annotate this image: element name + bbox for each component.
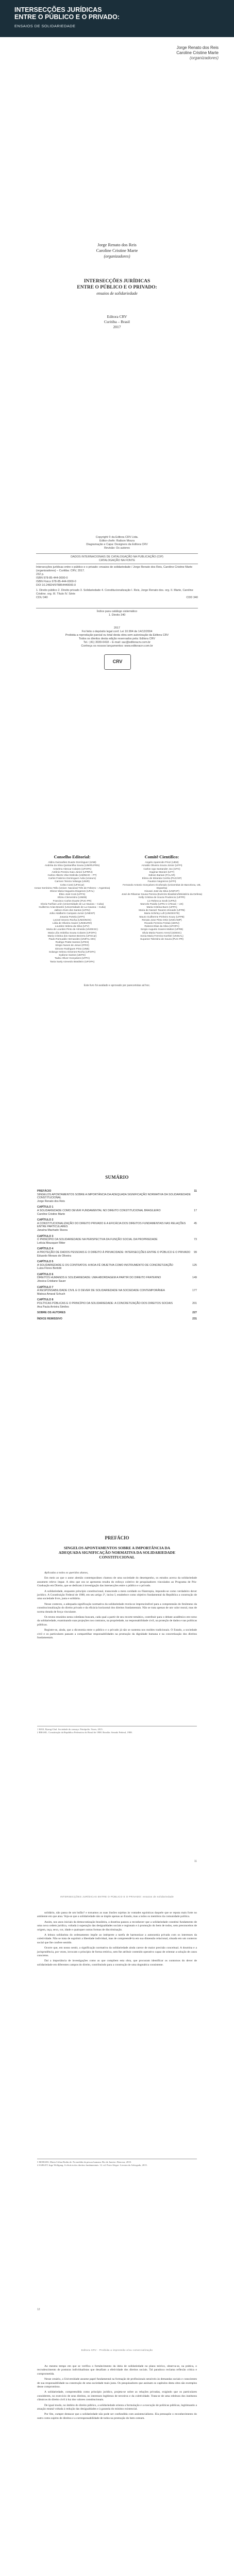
body-page	[0, 2324, 234, 2576]
paragraph: Assim, nos anos iniciais da democratização brasileira, a doutrina passou a reconhecer que a solidariedade constitui fundamento de uma nova ordem jurídica, voltada à superação das desigualdades sociais e regionais e à promoção do bem de todos, sem preconceitos de origem, raça, sexo, cor, idade e quaisquer outras formas de discriminação.	[37, 1920, 197, 1931]
preface-page	[0, 1499, 234, 1870]
half-title-line2: ENTRE O PÚBLICO E O PRIVADO:	[77, 285, 157, 290]
toc-entry-label: Mateus Amaral Schuch	[37, 1292, 65, 1296]
cover-authors	[176, 45, 219, 61]
half-organizers: (organizadores)	[104, 254, 130, 259]
toc-entry	[37, 1251, 197, 1255]
committee-member: José de Ribamar Sousa Pereira (Exército Brasileiro/Ministério da Defesa)	[121, 893, 203, 896]
cdu: CDU 340	[36, 596, 48, 599]
cip-pages: 232 p.	[36, 573, 44, 576]
board-member: Solange Helena Ximenes-Rocha (UFOPA)	[48, 951, 96, 954]
board-member: Celso Conti (UFSCar)	[60, 884, 85, 887]
publisher-logo-text: CRV	[112, 659, 123, 664]
board-member: Sérgio Nunes de Jesus (IFRO)	[55, 944, 89, 947]
toc-entry	[37, 1213, 197, 1216]
review-line: Revisão: Os autores	[104, 547, 130, 550]
half-authors	[0, 242, 234, 259]
toc-entry-page: 11	[194, 1190, 197, 1193]
toc-entry-label: A RESPONSABILIDADE CIVIL E O DEVER DE SOLIDARIEDADE NA SOCIEDADE CONTEMPORÂNEA	[37, 1289, 165, 1293]
legal-deposit: Foi feito o depósito legal conf. Lei 10.994 de 14/12/2004	[81, 630, 153, 633]
paragraph: A solidariedade, enquanto princípio constitucional, transcende a mera caridade ou filantropia, impondo-se como verdadeiro dever jurídico. A Constituição Federal de 1988, em seu artigo 3º, inciso I, estabelece como objetivo fundamental da República a construção de uma sociedade livre, justa e solidária.	[37, 1589, 197, 1601]
committee-member: Edison Bariani (FCLAR)	[148, 874, 175, 877]
toc-entry-label: Ana Paula Arrieira Simões	[37, 1305, 69, 1309]
toc-entry-label: CAPÍTULO 4	[37, 1247, 54, 1251]
toc-entry-label: A SOLIDARIEDADE E OS CONTRATOS: A BOA-FÉ OBJETIVA COMO INSTRUMENTO DE CONCRETIZAÇÃO	[37, 1263, 173, 1267]
preface-footnotes	[37, 1726, 197, 1734]
preface-paragraphs	[37, 1577, 197, 1640]
toc-entry	[37, 1218, 197, 1222]
footnote: 4 SARLET, Ingo Wolfgang. A eficácia dos direitos fundamentais. 12. ed. Porto Alegre: Livraria do Advogado, 2015.	[37, 2163, 147, 2166]
board-member: Carlos Alberto Vilar Estêvão (UMINHO – PT)	[47, 874, 97, 877]
paragraph: Os textos reunidos nesta coletânea buscam, cada qual a partir de seu recorte temático, contribuir para o debate acadêmico em torno da solidariedade, examinando suas projeções nos contratos, na propriedade, na responsabilidade civil, na proteção de dados e nas políticas públicas.	[37, 1616, 197, 1626]
board-member: Anselmo Alencar Colares (UFOPA)	[53, 868, 92, 871]
committee-member: Mauro Guilherme Pinheiro Koury (UFPB)	[139, 916, 185, 919]
scientific-committee-title: Comitê Científico:	[144, 854, 179, 859]
toc-entry	[37, 1255, 197, 1258]
toc-entry-label: Jéssica Cristiane Sauer	[37, 1280, 66, 1283]
page-body	[37, 2365, 197, 2422]
half-publisher-block	[0, 314, 234, 330]
toc-entry	[37, 1247, 197, 1251]
editorial-board	[31, 855, 113, 964]
toc-entry	[37, 1222, 197, 1229]
toc-entry	[37, 1200, 197, 1204]
board-member: Guillermo Arias Beatón (Universidade de La Havana – Cuba)	[39, 906, 106, 909]
board-member: Tadeu Oliver Gonçalves (UFPA)	[55, 957, 90, 960]
paragraph: Nesse cenário, a Universidade assume papel fundamental na formação de profissionais sensíveis às demandas sociais e conscientes de sua responsabilidade na construção de uma sociedade mais justa. Os pesquisadores que assinam os capítulos desta obra são exemplos desse compromisso.	[37, 2378, 197, 2389]
publisher-logo	[104, 654, 131, 670]
page-number: 11	[194, 1860, 197, 1863]
cip-class	[36, 596, 198, 600]
toc-entry	[37, 1280, 197, 1283]
board-member: Sydione Santos (UEPG)	[59, 954, 86, 957]
website: Conheça os nossos lançamentos: www.editoracrv.com.br	[81, 645, 153, 648]
committee-member: Angelo Aparecido Priori (UEM)	[145, 861, 179, 865]
committee-member: Elizeu de Miranda Corrêa (PUC/SP)	[142, 877, 182, 880]
toc-entry	[37, 1264, 197, 1267]
toc-entry	[37, 1229, 197, 1232]
toc-entry	[37, 1193, 197, 1200]
committee-member: Sergio Augusto Soares Mattos (UFRB)	[140, 928, 183, 931]
toc-entry	[37, 1273, 197, 1277]
board-member: Maria Cristina dos Santos Bezerra (UFSCar)	[47, 935, 97, 938]
toc-entry-label: A CONSTITUCIONALIZAÇÃO DO DIREITO PRIVADO E A EFICÁCIA DOS DIREITOS FUNDAMENTAIS NAS RELAÇÕES ENTRE PARTICULARES	[37, 1222, 186, 1229]
toc-entry	[37, 1306, 197, 1309]
toc-entry-page: 125	[192, 1263, 197, 1267]
toc-entry-label: CAPÍTULO 2	[37, 1218, 54, 1222]
committee-member: Maria de Nazaré Tavares Zenaide (UFPB)	[139, 909, 185, 912]
cip-record	[36, 566, 198, 600]
cdd: CDD 340	[186, 596, 198, 599]
toc-entry-label: DIREITOS HUMANOS E SOLIDARIEDADE: UMA ABORDAGEM A PARTIR DO DIREITO FRATERNO	[37, 1276, 161, 1280]
toc-entry	[37, 1267, 197, 1270]
toc-entry-page: 149	[192, 1276, 197, 1280]
toc-entry-label: CAPÍTULO 8	[37, 1298, 54, 1302]
board-member: Antônio Pereira Gaio Júnior (UFRRJ)	[52, 871, 93, 874]
cover-organizers: (organizadores)	[189, 56, 219, 60]
toc-entry-label: CAPÍTULO 3	[37, 1234, 54, 1238]
toc-entry	[37, 1209, 197, 1213]
board-member: Elizeu Clementino (UNEB)	[57, 896, 87, 900]
half-publisher: Editora CRV	[107, 314, 127, 319]
page-number: 12	[37, 2308, 40, 2311]
doi: DOI 10.24824/978854440000.0	[36, 584, 76, 587]
board-member: Andréia da Silva Quintanilha Sousa (UNIR/UFRN)	[44, 865, 100, 868]
toc-entry-label: Caroline Cristine Marte	[37, 1212, 65, 1216]
toc-entry	[37, 1311, 197, 1315]
toc-entry	[37, 1190, 197, 1193]
index-line: 1. Direito 340	[108, 614, 126, 617]
copyright-credits	[36, 536, 198, 550]
page-footnotes	[37, 2159, 197, 2167]
toc-entry-label: A PROTEÇÃO DE DADOS PESSOAIS E O DIREITO À PRIVACIDADE: INTERSECÇÕES ENTRE O PÚBLICO E O PRIVADO	[37, 1250, 191, 1254]
toc-entry-page: 201	[192, 1302, 197, 1306]
cip-subtitle: CATALOGAÇÃO NA FONTE	[98, 559, 136, 562]
board-member: Maria Lília Imbiriba Sousa Colares (UFOPA)	[47, 931, 96, 935]
isbn-physical: ISBN Físico 978-85-444-0000-0	[36, 580, 76, 583]
board-member: Simone Rodrigues Pinto (UNB)	[55, 947, 90, 951]
board-member: Rodrigo Pratte-Santos (UFES)	[55, 941, 89, 944]
toc-entry	[37, 1317, 197, 1321]
page-body	[37, 1911, 197, 1969]
toc-entry-label: SOBRE OS AUTORES	[37, 1311, 66, 1315]
committee-member: Renato Jose Pinto Ortiz (UNICAMP)	[142, 919, 182, 922]
index-title: Índice para catálogo sistemático	[96, 610, 138, 613]
board-member: Carlos Federico Dominguez Avila (Unieuro)	[48, 877, 96, 880]
board-member: Leonel Severo Rocha (UNISINOS)	[53, 919, 91, 922]
paragraph: Em meio ao que o autor alemão contemporâneo chamou de uma sociedade do desempenho, os estudos acerca da solidariedade assumem relevo ímpar. A obra que ora se apresenta resulta do esforço coletivo de pesquisadores vinculados ao Programa de Pós-Graduação em Direito, que se dedicam à investigação das intersecções entre o público e o privado.	[37, 1577, 197, 1588]
paragraph: A leitura solidarista do ordenamento impõe ao intérprete a tarefa de harmonizar a autonomia privada com os interesses da coletividade. Não se trata de suprimir a liberdade individual, mas de compreendê-la em sua dimensão relacional, situada em um contexto social que lhe confere sentido.	[37, 1934, 197, 1944]
catalog-index	[36, 610, 198, 617]
toc-entry-page: 45	[194, 1222, 197, 1225]
board-member: Cesar Gerónimo Tello (Univer. Nacional Três de Febrero – Argentina)	[34, 887, 110, 890]
paragraph: Ao mesmo tempo em que se verifica o fortalecimento da ideia de solidariedade no plano teórico, observa-se, na prática, o recrudescimento de posturas individualistas que desafiam a efetividade dos direitos sociais. Tal paradoxo reclama reflexão crítica e comprometida.	[37, 2365, 197, 2376]
paragraph: Nesse contexto, a adequada significação normativa da solidariedade revela-se imprescindível para a compreensão do fenômeno da constitucionalização do direito privado e da eficácia horizontal dos direitos fundamentais. Não se trata apenas de um valor moral, mas de norma dotada de força vinculante.	[37, 1602, 197, 1614]
committee-member: Kelly Cristina de Souza Prudencio (UFPR)	[138, 896, 186, 900]
scientific-committee-list	[121, 861, 203, 941]
footnote: 1 HAN, Byung-Chul. Sociedade do cansaço. Petrópolis: Vozes, 2015.	[37, 1728, 103, 1731]
toc-entry-page: 99	[194, 1250, 197, 1254]
reproduction-notice: Proibida a reprodução parcial ou total desta obra sem autorização da Editora CRV	[65, 634, 169, 637]
cip-entry: Intersecções jurídicas entre o público e o privado: ensaios de solidariedade / Jorge Renato dos Reis, Caroline Cristine Marte (organizadores) – Curitiba: CRV, 2017.	[36, 566, 193, 572]
toc-entry-label: CAPÍTULO 7	[37, 1285, 54, 1289]
footnote: 2 BRASIL. Constituição da República Federativa do Brasil de 1988. Brasília: Senado Federal, 1988.	[37, 1731, 132, 1734]
editor-line: Editor-chefe: Railson Moura	[99, 539, 135, 543]
cover-page	[0, 0, 234, 222]
toc-entry-page: 73	[194, 1238, 197, 1242]
toc-entry-label: ÍNDICE REMISSIVO	[37, 1317, 62, 1320]
rights-year: 2017	[113, 626, 121, 630]
toc-entry-label: A SOLIDARIEDADE COMO DEVER FUNDAMENTAL NO DIREITO CONSTITUCIONAL BRASILEIRO	[37, 1209, 161, 1212]
cip-header	[36, 555, 198, 563]
board-member: Maria de Lourdes Pinto de Almeida (UNOESC)	[46, 928, 98, 931]
paragraph: A solidariedade, compreendida como princípio jurídico, projeta-se sobre as relações privadas, exigindo que os particulares considerem, no exercício de seus direitos, os interesses legítimos de terceiros e da coletividade. Trata-se de uma releitura dos institutos clássicos do direito civil à luz dos valores constitucionais.	[37, 2391, 197, 2402]
rights-block	[36, 626, 198, 648]
half-title-page	[0, 222, 234, 526]
toc-entry	[37, 1260, 197, 1264]
toc-entry	[37, 1238, 197, 1242]
table-of-contents-page	[0, 1144, 234, 1499]
cover-subtitle: ENSAIOS DE SOLIDARIEDADE	[14, 24, 76, 28]
toc-entry-label: Luiza Flores Bertotti	[37, 1267, 62, 1270]
committee-member: Carlos Ugo Santander Joo (UFG)	[143, 868, 180, 871]
cip-subjects: 1. Direito público 2. Direito privado 3. Solidariedade 4. Constitucionalização I. Reis, Jorge Renato dos. org. II. Marte, Caroline Cristine. org. III. Título IV. Série	[36, 589, 193, 596]
preface-dedication: Aplicadas a todos os queridos alunos,	[44, 1571, 89, 1574]
editorial-board-list	[31, 861, 113, 964]
board-member: Lídia de Oliveira Xavier (UNIEURO)	[52, 922, 92, 925]
toc-entry-label: Eduardo Moraes de Oliveira	[37, 1254, 71, 1258]
cover-author-2: Caroline Cristine Marte	[176, 50, 219, 55]
rights-reserved: Todos os direitos desta edição reservados pela: Editora CRV	[78, 637, 156, 640]
paragraph: Ocorre que, em nosso sentir, a significação normativa da solidariedade ainda carece de maior precisão conceitual. A doutrina e a jurisprudência, por vezes, invocam o princípio de forma retórica, sem lhe atribuir conteúdo operativo capaz de orientar a solução de casos concretos.	[37, 1946, 197, 1958]
editorial-board-title: Conselho Editorial:	[54, 854, 91, 859]
toc-entry-page: 17	[194, 1209, 197, 1212]
toc-entry	[37, 1242, 197, 1245]
toc-entry-label: SINGELOS APONTAMENTOS SOBRE A IMPORTÂNCIA DA ADEQUADA SIGNIFICAÇÃO NORMATIVA DA SOLIDARIEDADE CONSTITUCIONAL	[37, 1193, 191, 1200]
half-year: 2017	[113, 325, 121, 329]
committee-member: Giovani José da Silva (UNIFAP)	[144, 890, 179, 893]
editorial-council-page	[0, 845, 234, 1144]
committee-member: Fauston Negreiros (UFPI)	[147, 880, 176, 884]
half-subtitle: ensaios de solidariedade	[96, 291, 138, 296]
board-member: Aldira Guimarães Duarte Domínguez (UNB)	[48, 861, 96, 865]
toc-entry	[37, 1276, 197, 1280]
paragraph: De igual modo, no âmbito do direito público, a solidariedade orienta a formulação e a execução de políticas públicas, legitimando a atuação estatal voltada à redução das desigualdades e à garantia do mínimo existencial.	[37, 2403, 197, 2411]
toc-entry-label: Jorge Renato dos Reis	[37, 1199, 65, 1203]
toc-entry	[37, 1206, 197, 1209]
toc-heading: SUMÁRIO	[105, 1175, 129, 1180]
toc-entry	[37, 1293, 197, 1296]
committee-member: Silvia Maria Favero Arend (UDESC)	[142, 931, 182, 935]
running-header: Editora CRV - Proibida a impressão e/ou comercialização	[81, 2349, 153, 2352]
board-member: João Adalberto Campato Junior (UNESP)	[49, 912, 95, 916]
design-line: Diagramação e Capa: Designers da Editora CRV	[86, 543, 148, 546]
toc-entry-label: Letícia Mousquer Ritter	[37, 1241, 65, 1245]
board-member: Francisco Carlos Duarte (PUC-PR)	[53, 900, 92, 903]
board-member: Josania Portela (UFPI)	[59, 916, 85, 919]
footnote: 3 MORAES, Maria Celina Bodin de. Na medida da pessoa humana. Rio de Janeiro: Renovar, 2010.	[37, 2161, 132, 2163]
toc-entry-page: 177	[192, 1289, 197, 1293]
toc-entry-label: CAPÍTULO 1	[37, 1206, 54, 1209]
board-member: Carmen Tereza Velanga (UNIR)	[55, 880, 90, 884]
toc-entry-label: CAPÍTULO 6	[37, 1273, 54, 1276]
toc-entry	[37, 1289, 197, 1293]
review-note: Este livro foi avaliado e aprovado por pareceristas ad hoc.	[83, 984, 151, 987]
committee-member: Maria Schirley Luft (UNIOESTE)	[144, 912, 180, 916]
copyright-line: Copyright © da Editora CRV Ltda.	[95, 536, 139, 539]
paragraph: Por fim, cumpre destacar que a solidariedade não pode ser confundida com assistencialismo. Ela pressupõe o reconhecimento do outro como sujeito de direitos e a corresponsabilidade de todos na promoção do bem comum.	[37, 2413, 197, 2420]
preface-title: SINGELOS APONTAMENTOS SOBRE A IMPORTÂNCIA DA ADEQUADA SIGNIFICAÇÃO NORMATIVA DA SOLIDARIEDADE CONSTITUCIONAL	[58, 1546, 176, 1560]
isbn-digital: ISBN 978-85-444-0000-0	[36, 577, 68, 580]
committee-member: Ricardo Ferreira Freitas (UERJ)	[144, 922, 179, 925]
toc-entry-label: CAPÍTULO 5	[37, 1260, 54, 1264]
toc-entry-page: 231	[192, 1317, 197, 1320]
toc-list	[37, 1187, 197, 1320]
committee-member: Rubens Elias da Silva (UFOPA)	[144, 925, 179, 928]
half-title-block	[0, 278, 234, 296]
body-page	[0, 1870, 234, 2324]
committee-member: Fernando Antonio Gonçalves Alcoforado (Universitat de Barcelona, UB, Espanha)	[123, 884, 201, 890]
rule	[36, 553, 198, 554]
toc-entry-label: POLÍTICAS PÚBLICAS E O PRINCÍPIO DA SOLIDARIEDADE: A CONCRETIZAÇÃO DOS DIREITOS SOCIAIS	[37, 1302, 173, 1306]
committee-member: Liv Rebecca Sovik (UFRJ)	[147, 900, 177, 903]
paragraph: Registre-se, ainda, que a dicotomia entre o público e o privado já não se sustenta nos moldes tradicionais. O Estado, a sociedade civil e os particulares passam a compartilhar responsabilidades na promoção da dignidade humana e na concretização dos direitos fundamentais.	[37, 1629, 197, 1640]
committee-member: Dagmar Manieri (UFT)	[149, 871, 174, 874]
paragraph: solidário, não passa de um bufão? e tornamos as suas ilusões sujeitas às vontades egoísticas daquele que se reputa mais forte no ambiente em que atua. Veja-se que a solidariedade não se impõe apenas ao Estado, mas a todos os membros da comunidade política.	[37, 1911, 197, 1919]
copyright-page	[0, 526, 234, 845]
paragraph: Daí a importância de investigações como as que compõem esta obra, que procuram identificar os contornos do dever de solidariedade em diferentes campos do direito, contribuindo para a construção de uma dogmática consistente.	[37, 1959, 197, 1967]
half-title-line1: INTERSECÇÕES JURÍDICAS	[83, 279, 151, 284]
committee-member: Maria Cristina Bunn (UFPA)	[146, 906, 177, 909]
board-member: Lourdes Helena da Silva (UFV)	[55, 925, 90, 928]
toc-entry-label: O PRINCÍPIO DA SOLIDARIEDADE NA PERSPECTIVA DA FUNÇÃO SOCIAL DA PROPRIEDADE	[37, 1238, 158, 1242]
toc-entry-page: 227	[192, 1311, 197, 1315]
board-member: Gloria Fariñas León (Universidade de La Havana – Cuba)	[40, 903, 104, 906]
half-author-2: Caroline Cristine Marte	[96, 248, 138, 253]
board-member: Tania Suely Azevedo Brasileiro (UFOPA)	[49, 960, 95, 963]
board-member: Jailson Alves dos Santos (UFRJ)	[54, 909, 90, 912]
board-member: Elione Maria Nogueira Diogenes (UFAL)	[50, 890, 94, 893]
cover-title-line2: ENTRE O PÚBLICO E O PRIVADO:	[14, 13, 120, 21]
toc-entry-label: Janaína Machado Sturza	[37, 1228, 68, 1232]
board-member: Élsio José Corá (UFFS)	[59, 893, 86, 896]
cover-title	[14, 6, 190, 21]
toc-entry	[37, 1302, 197, 1306]
half-city: Curitiba – Brasil	[104, 319, 130, 324]
cover-author-1: Jorge Renato dos Reis	[176, 45, 219, 50]
committee-member: Sonia Maria Ferreira Koehler (UNISAL)	[140, 935, 183, 938]
preface-body	[37, 1571, 197, 1642]
board-member: Paulo Romualdo Hernandes (UNIFAL-MG)	[48, 938, 96, 941]
running-header: INTERSECÇÕES JURÍDICAS ENTRE O PÚBLICO E O PRIVADO: ensaios de solidariedade	[60, 1896, 174, 1899]
committee-member: Arnaldo Oliveira Souza Júnior (UFPI)	[141, 865, 182, 868]
contact: Tel.: (41) 3039-6418 – E-mail: sac@editoracrv.com.br	[83, 641, 151, 644]
committee-member: Suyanne Tolentino de Souza (PUC-PR)	[140, 938, 183, 941]
scientific-committee	[121, 855, 203, 941]
cip-title: DADOS INTERNACIONAIS DE CATALOGAÇÃO NA PUBLICAÇÃO (CIP)	[71, 555, 163, 558]
toc-entry-label: PREFÁCIO	[37, 1190, 52, 1193]
half-author-1: Jorge Renato dos Reis	[97, 242, 137, 247]
committee-member: Marcelo Paixão (UFRJ e UTexas – US)	[140, 903, 183, 906]
preface-heading: PREFÁCIO	[105, 1535, 129, 1540]
cover-title-line1: INTERSECÇÕES JURÍDICAS	[14, 6, 102, 13]
